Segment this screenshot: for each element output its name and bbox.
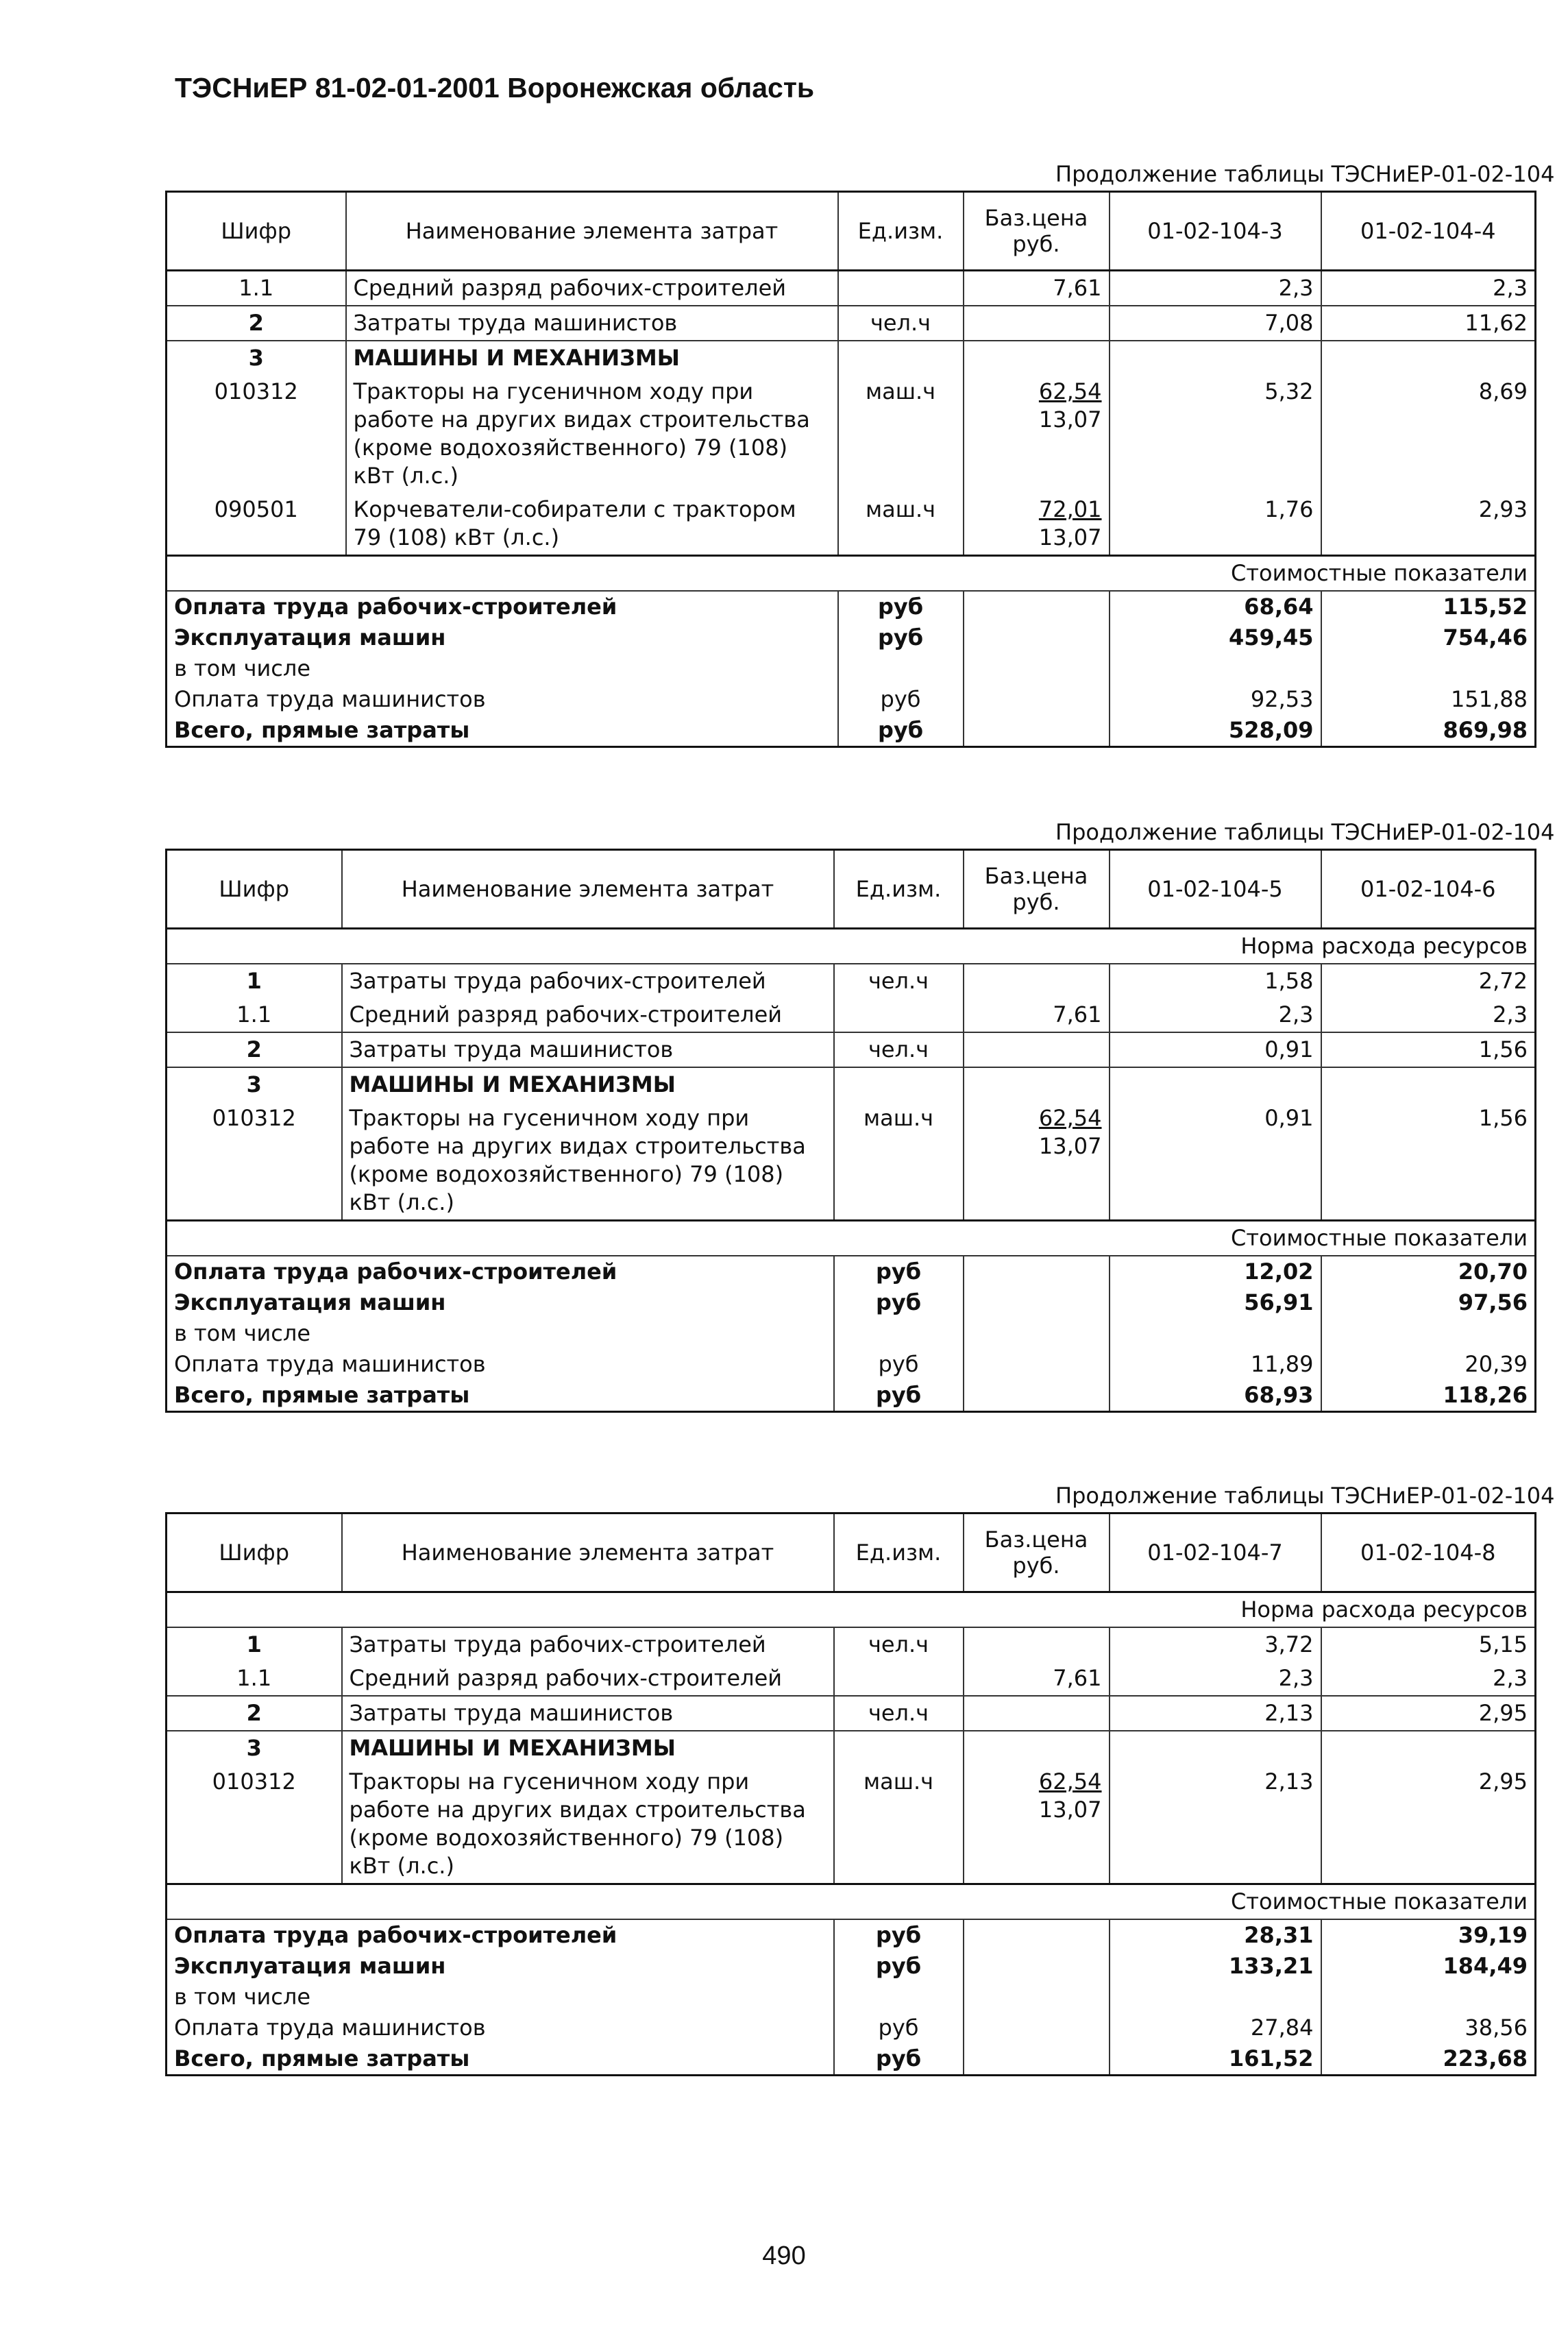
- document-title: ТЭСНиЕР 81-02-01-2001 Воронежская область: [175, 72, 815, 104]
- table-caption: Продолжение таблицы ТЭСНиЕР-01-02-104: [1055, 161, 1555, 187]
- header-col-b: 01-02-104-8: [1321, 1514, 1536, 1592]
- cost-section-label: Стоимостные показатели: [167, 1221, 1536, 1256]
- cost-row: Эксплуатация машин руб 133,21 184,49: [167, 1951, 1536, 1982]
- header-price: Баз.цена руб.: [964, 850, 1110, 929]
- header-name: Наименование элемента затрат: [342, 850, 834, 929]
- cost-row: в том числе: [167, 1318, 1536, 1349]
- header-name: Наименование элемента затрат: [342, 1514, 834, 1592]
- header-name: Наименование элемента затрат: [346, 192, 838, 271]
- cost-row: Оплата труда машинистов руб 92,53 151,88: [167, 684, 1536, 715]
- table-row: 2 Затраты труда машинистов чел.ч 7,08 11,62: [167, 306, 1536, 341]
- norm-section-label: Норма расхода ресурсов: [167, 929, 1536, 964]
- table-header-row: [167, 1514, 1536, 1592]
- cost-row: Эксплуатация машин руб 56,91 97,56: [167, 1287, 1536, 1318]
- table-row: 1 Затраты труда рабочих-строителей чел.ч 1,58 2,72: [167, 964, 1536, 998]
- table-row: 3 МАШИНЫ И МЕХАНИЗМЫ: [167, 1067, 1536, 1102]
- table-row: 1.1 Средний разряд рабочих-строителей 7,61 2,3 2,3: [167, 998, 1536, 1032]
- cost-row: Оплата труда рабочих-строителей руб 12,02 20,70: [167, 1256, 1536, 1287]
- table-row: 010312 Тракторы на гусеничном ходу при работе на других видах строительства (кроме водохозяйственного) 79 (108) кВт (л.с.) маш.ч 62,54 13,07 5,32 8,69: [167, 375, 1536, 493]
- resource-table: [165, 849, 1536, 1413]
- cost-row: Оплата труда машинистов руб 11,89 20,39: [167, 1349, 1536, 1380]
- table-caption: Продолжение таблицы ТЭСНиЕР-01-02-104: [1055, 1483, 1555, 1509]
- header-col-a: 01-02-104-5: [1110, 850, 1321, 929]
- header-col-a: 01-02-104-3: [1110, 192, 1321, 271]
- header-cipher: Шифр: [167, 192, 346, 271]
- norm-section-label: Норма расхода ресурсов: [167, 1592, 1536, 1628]
- table-row: 1.1 Средний разряд рабочих-строителей 7,61 2,3 2,3: [167, 271, 1536, 306]
- resource-table: [165, 191, 1536, 748]
- cost-row: в том числе: [167, 1982, 1536, 2013]
- cost-row: Всего, прямые затраты руб 68,93 118,26: [167, 1380, 1536, 1412]
- header-col-b: 01-02-104-4: [1321, 192, 1536, 271]
- table-header-row: [167, 850, 1536, 929]
- table-row: 010312 Тракторы на гусеничном ходу при работе на других видах строительства (кроме водохозяйственного) 79 (108) кВт (л.с.) маш.ч 62,54 13,07 2,13 2,95: [167, 1765, 1536, 1884]
- cost-row: Оплата труда рабочих-строителей руб 68,64 115,52: [167, 591, 1536, 622]
- cost-row: Всего, прямые затраты руб 528,09 869,98: [167, 715, 1536, 747]
- table-row: 090501 Корчеватели-собиратели с трактором 79 (108) кВт (л.с.) маш.ч 72,01 13,07 1,76 2,93: [167, 493, 1536, 556]
- page-number: 490: [762, 2241, 806, 2270]
- header-unit: Ед.изм.: [834, 850, 964, 929]
- cost-section-label: Стоимостные показатели: [167, 556, 1536, 592]
- resource-table: [165, 1512, 1536, 2076]
- cost-row: Оплата труда рабочих-строителей руб 28,31 39,19: [167, 1919, 1536, 1951]
- header-price: Баз.цена руб.: [964, 192, 1110, 271]
- header-col-b: 01-02-104-6: [1321, 850, 1536, 929]
- header-col-a: 01-02-104-7: [1110, 1514, 1321, 1592]
- table-row: 1.1 Средний разряд рабочих-строителей 7,61 2,3 2,3: [167, 1662, 1536, 1696]
- header-price: Баз.цена руб.: [964, 1514, 1110, 1592]
- table-row: 3 МАШИНЫ И МЕХАНИЗМЫ: [167, 341, 1536, 375]
- cost-row: Всего, прямые затраты руб 161,52 223,68: [167, 2043, 1536, 2076]
- table-row: 2 Затраты труда машинистов чел.ч 2,13 2,95: [167, 1696, 1536, 1731]
- cost-row: Оплата труда машинистов руб 27,84 38,56: [167, 2013, 1536, 2043]
- header-cipher: Шифр: [167, 850, 342, 929]
- cost-section-label: Стоимостные показатели: [167, 1884, 1536, 1920]
- table-row: 1 Затраты труда рабочих-строителей чел.ч 3,72 5,15: [167, 1627, 1536, 1662]
- table-row: 3 МАШИНЫ И МЕХАНИЗМЫ: [167, 1731, 1536, 1765]
- table-row: 2 Затраты труда машинистов чел.ч 0,91 1,56: [167, 1032, 1536, 1067]
- table-row: 010312 Тракторы на гусеничном ходу при работе на других видах строительства (кроме водохозяйственного) 79 (108) кВт (л.с.) маш.ч 62,54 13,07 0,91 1,56: [167, 1102, 1536, 1221]
- header-unit: Ед.изм.: [834, 1514, 964, 1592]
- cost-row: Эксплуатация машин руб 459,45 754,46: [167, 622, 1536, 653]
- header-unit: Ед.изм.: [838, 192, 964, 271]
- header-cipher: Шифр: [167, 1514, 342, 1592]
- table-header-row: [167, 192, 1536, 271]
- table-caption: Продолжение таблицы ТЭСНиЕР-01-02-104: [1055, 819, 1555, 845]
- cost-row: в том числе: [167, 653, 1536, 684]
